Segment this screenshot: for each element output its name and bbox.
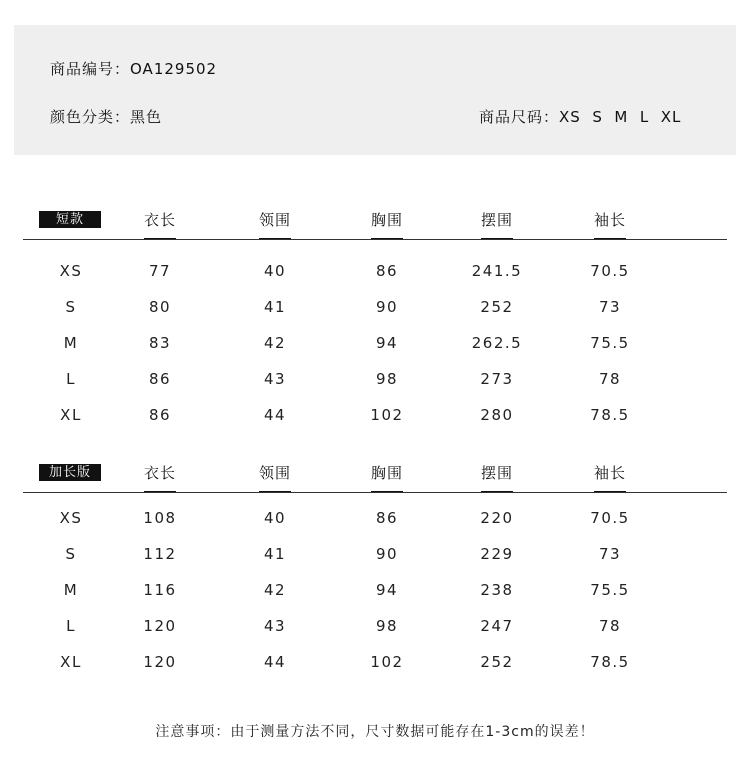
column-header-chest: 胸围 [337,462,437,483]
length-cell: 86 [148,370,172,388]
collar-cell: 42 [263,581,287,599]
chest-cell: 86 [375,509,399,527]
chest-cell: 98 [375,370,399,388]
hem-cell: 241.5 [471,262,523,280]
length-cell: 86 [148,406,172,424]
length-cell: 80 [148,298,172,316]
sleeve-cell: 78 [598,617,622,635]
header-divider [23,492,727,493]
sleeve-cell: 70.5 [590,262,630,280]
size-cell: XS [59,262,83,280]
collar-cell: 43 [263,370,287,388]
chest-cell: 102 [370,653,404,671]
sleeve-cell: 73 [598,545,622,563]
size-cell: L [66,617,76,635]
sleeve-cell: 70.5 [590,509,630,527]
hem-cell: 280 [480,406,514,424]
size-cell: XL [60,406,82,424]
chest-cell: 94 [375,581,399,599]
length-cell: 112 [143,545,177,563]
product-info-panel [14,25,736,155]
collar-cell: 42 [263,334,287,352]
hem-cell: 252 [480,653,514,671]
color-category-label: 颜色分类： [50,108,131,126]
size-cell: L [66,370,76,388]
collar-cell: 41 [263,298,287,316]
table-row [0,617,750,653]
size-cell: XL [60,653,82,671]
size-cell: M [63,581,79,599]
product-size-value: XS S M L XL [559,108,682,126]
collar-cell: 43 [263,617,287,635]
sleeve-cell: 78.5 [590,653,630,671]
chest-cell: 90 [375,298,399,316]
product-size-label: 商品尺码： [479,108,560,126]
chest-cell: 94 [375,334,399,352]
chest-cell: 98 [375,617,399,635]
table-header [0,458,750,488]
table-badge: 加长版 [39,464,101,481]
collar-cell: 40 [263,509,287,527]
collar-cell: 44 [263,406,287,424]
hem-cell: 247 [480,617,514,635]
table-header [0,205,750,235]
table-row [0,370,750,406]
hem-cell: 238 [480,581,514,599]
table-row [0,653,750,689]
length-cell: 120 [143,653,177,671]
column-header-length: 衣长 [110,462,210,483]
column-header-hem: 摆围 [447,462,547,483]
hem-cell: 273 [480,370,514,388]
size-cell: M [63,334,79,352]
color-category-value: 黑色 [130,108,163,126]
header-divider [23,239,727,240]
column-header-chest: 胸围 [337,209,437,230]
hem-cell: 262.5 [471,334,523,352]
product-code-value: OA129502 [130,60,218,78]
chest-cell: 90 [375,545,399,563]
chest-cell: 86 [375,262,399,280]
hem-cell: 252 [480,298,514,316]
sleeve-cell: 75.5 [590,581,630,599]
column-header-sleeve: 袖长 [560,209,660,230]
table-row [0,334,750,370]
size-cell: S [65,298,77,316]
length-cell: 116 [143,581,177,599]
measurement-footnote: 注意事项：由于测量方法不同，尺寸数据可能存在1-3cm的误差！ [155,724,595,740]
sleeve-cell: 78.5 [590,406,630,424]
length-cell: 120 [143,617,177,635]
hem-cell: 229 [480,545,514,563]
sleeve-cell: 73 [598,298,622,316]
length-cell: 108 [143,509,177,527]
column-header-collar: 领围 [225,462,325,483]
size-cell: XS [59,509,83,527]
product-size-line [479,106,681,127]
collar-cell: 40 [263,262,287,280]
table-row [0,545,750,581]
collar-cell: 41 [263,545,287,563]
column-header-length: 衣长 [110,209,210,230]
column-header-hem: 摆围 [447,209,547,230]
color-category-line [50,106,162,127]
column-header-sleeve: 袖长 [560,462,660,483]
table-row [0,509,750,545]
product-code-label: 商品编号： [50,60,131,78]
length-cell: 83 [148,334,172,352]
length-cell: 77 [148,262,172,280]
hem-cell: 220 [480,509,514,527]
table-row [0,262,750,298]
chest-cell: 102 [370,406,404,424]
size-cell: S [65,545,77,563]
column-header-collar: 领围 [225,209,325,230]
product-code-line [50,58,217,79]
table-row [0,581,750,617]
sleeve-cell: 78 [598,370,622,388]
table-badge: 短款 [39,211,101,228]
sleeve-cell: 75.5 [590,334,630,352]
table-row [0,298,750,334]
collar-cell: 44 [263,653,287,671]
table-row [0,406,750,442]
